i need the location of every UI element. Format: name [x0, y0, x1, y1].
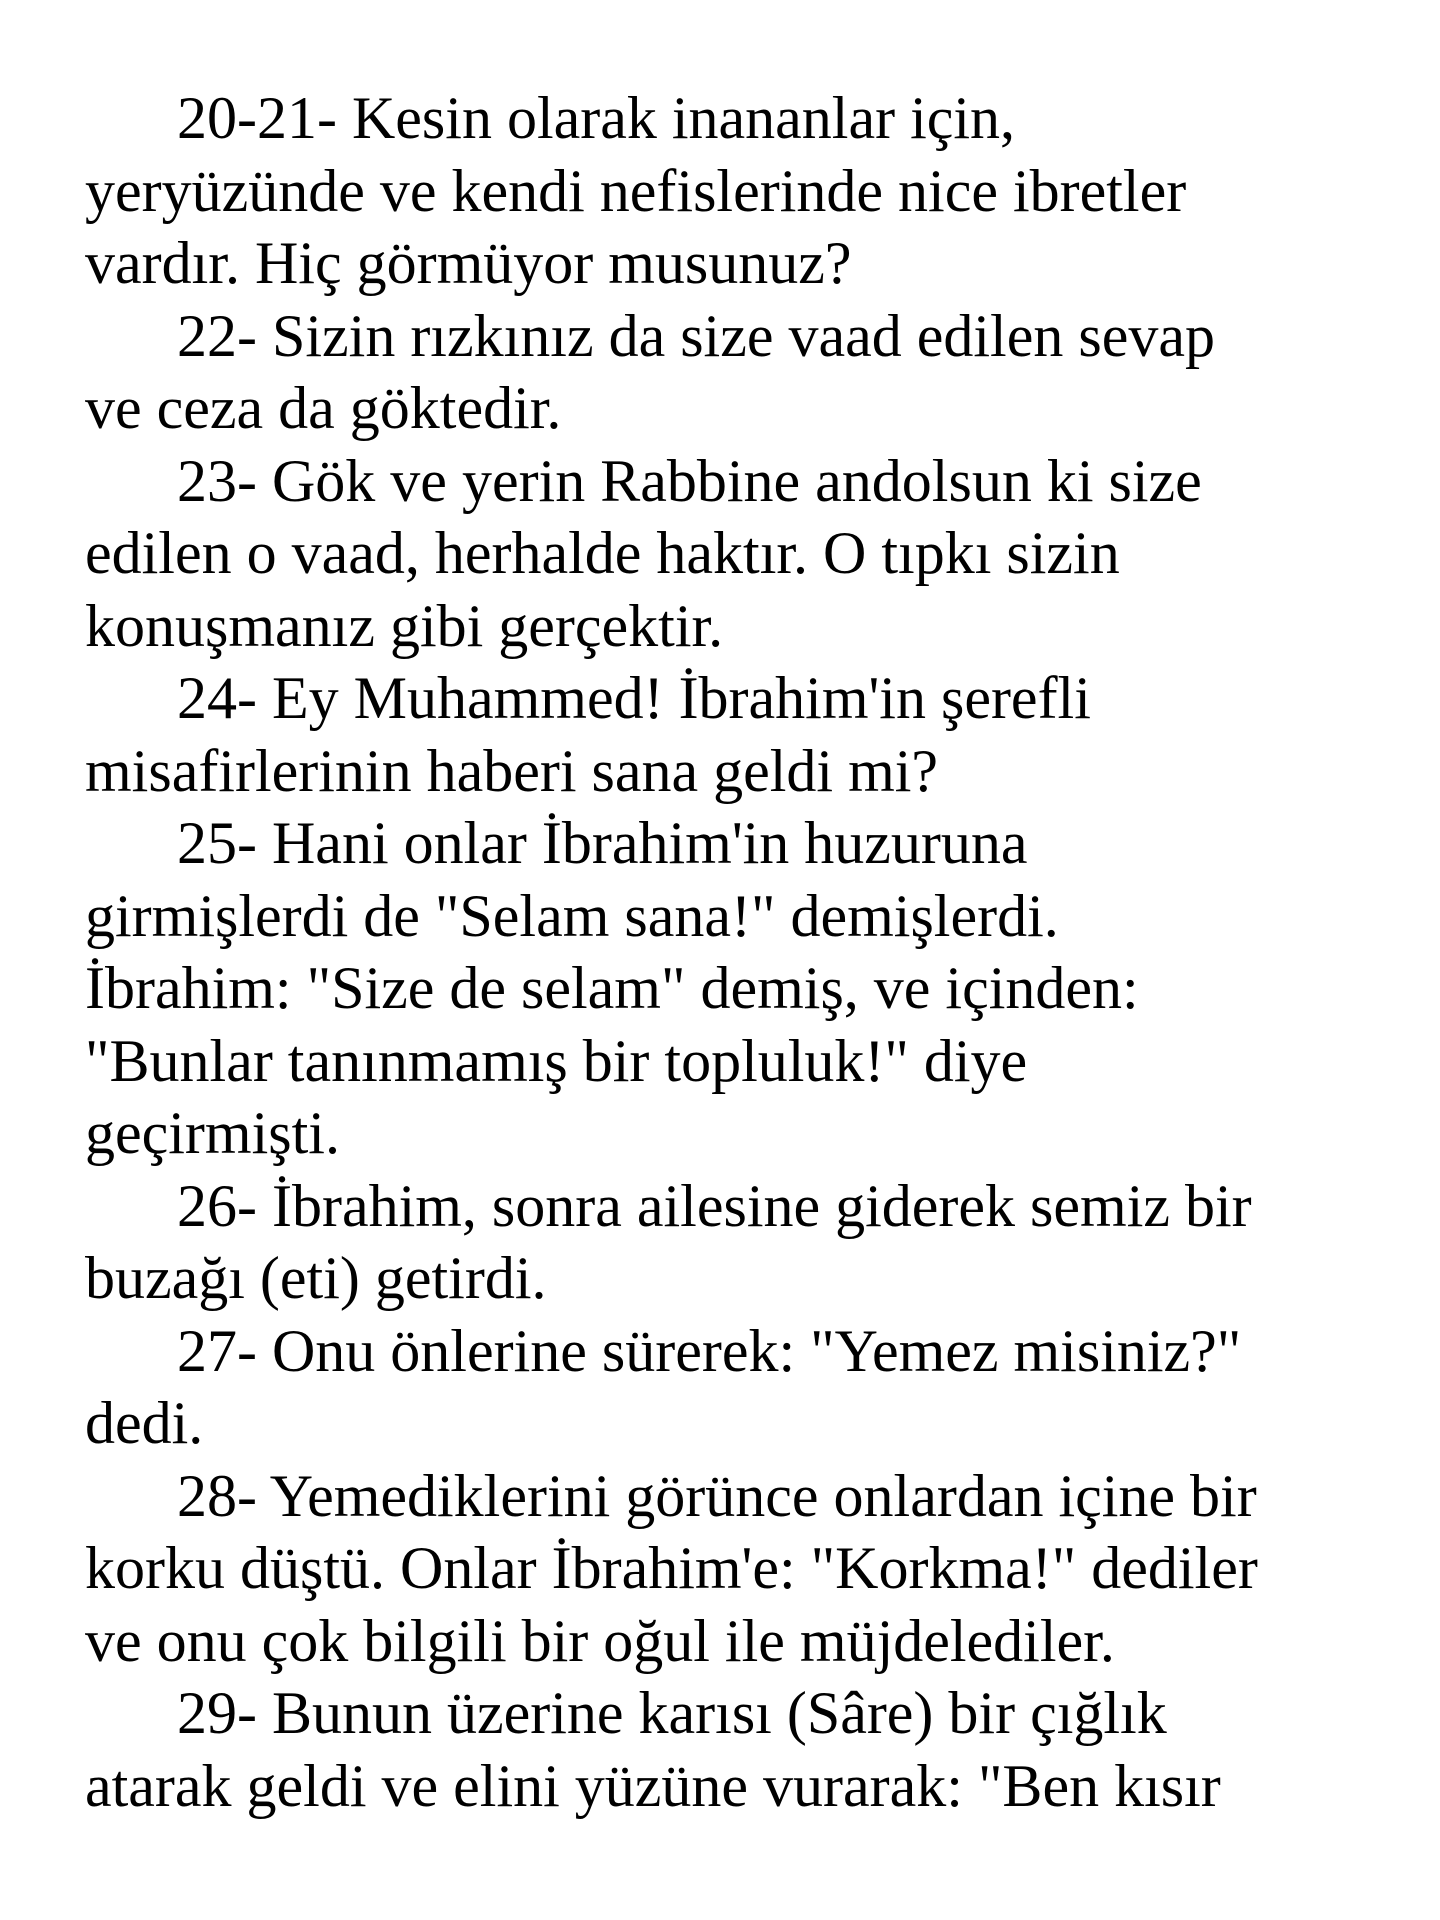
text-line: edilen o vaad, herhalde haktır. O tıpkı sizin: [85, 520, 1120, 586]
verse-24-start: 24- Ey Muhammed! İbrahim'in şerefli: [177, 665, 1091, 731]
document-page: [85, 82, 1385, 1822]
text-line: konuşmanız gibi gerçektir.: [85, 592, 724, 659]
text-line: "Bunlar tanınmamış bir topluluk!" diye: [85, 1027, 1028, 1094]
text-line: buzağı (eti) getirdi.: [85, 1245, 547, 1311]
verse-20-21-start: 20-21- Kesin olarak inananlar için,: [177, 85, 1016, 151]
text-line: misafirlerinin haberi sana geldi mi?: [85, 737, 939, 804]
verse-22-start: 22- Sizin rızkınız da size vaad edilen sevap: [177, 302, 1215, 369]
text-line: ve ceza da göktedir.: [85, 375, 562, 441]
verse-27-start: 27- Onu önlerine sürerek: "Yemez misiniz?": [177, 1317, 1242, 1384]
text-line: ve onu çok bilgili bir oğul ile müjdelediler.: [85, 1607, 1115, 1674]
text-line: İbrahim: "Size de selam" demiş, ve içinden:: [85, 955, 1139, 1021]
text-line: vardır. Hiç görmüyor musunuz?: [85, 230, 852, 296]
verse-26-start: 26- İbrahim, sonra ailesine giderek semiz bir: [177, 1172, 1252, 1239]
text-line: korku düştü. Onlar İbrahim'e: "Korkma!" dediler: [85, 1535, 1258, 1601]
text-line: atarak geldi ve elini yüzüne vurarak: "Ben kısır: [85, 1752, 1221, 1819]
text-line: dedi.: [85, 1390, 204, 1456]
verse-23-start: 23- Gök ve yerin Rabbine andolsun ki size: [177, 447, 1202, 514]
verse-29-start: 29- Bunun üzerine karısı (Sâre) bir çığlık: [177, 1680, 1167, 1746]
text-line: yeryüzünde ve kendi nefislerinde nice ibretler: [85, 157, 1187, 224]
text-line: girmişlerdi de "Selam sana!" demişlerdi.: [85, 882, 1059, 949]
text-line: geçirmişti.: [85, 1100, 340, 1166]
verse-28-start: 28- Yemediklerini görünce onlardan içine bir: [177, 1462, 1257, 1529]
verse-25-start: 25- Hani onlar İbrahim'in huzuruna: [177, 810, 1028, 876]
